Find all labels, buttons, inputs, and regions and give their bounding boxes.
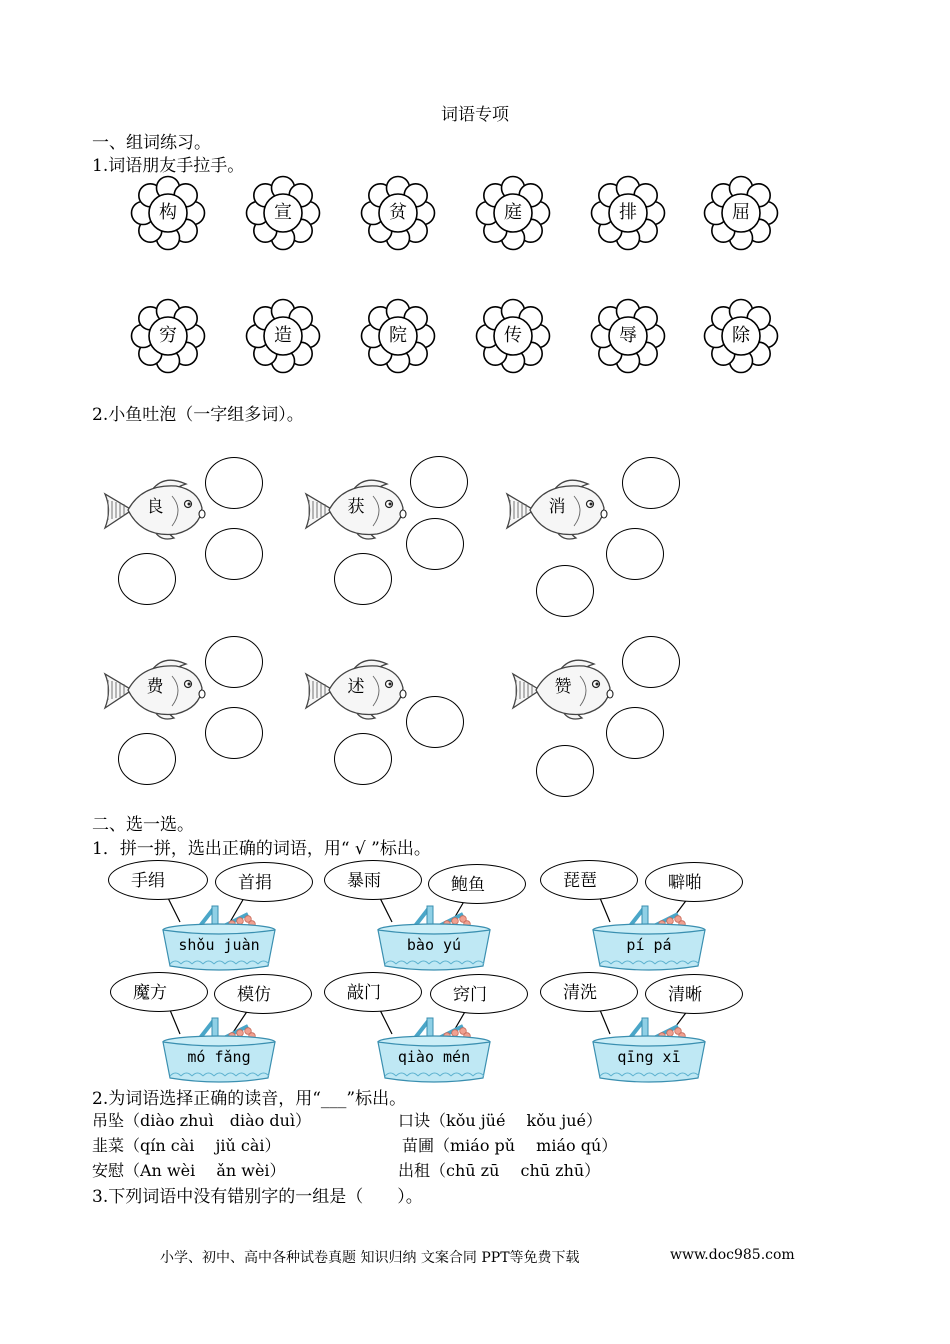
basket-4 [160, 1014, 278, 1086]
word-option[interactable]: 琵琶 [540, 860, 638, 900]
question-2-1-prompt: 1．拼一拼，选出正确的词语，用“ √ ”标出。 [92, 839, 431, 859]
basket-pinyin: shǒu juàn [178, 936, 260, 954]
word-option[interactable]: 敲门 [324, 972, 422, 1012]
word-option[interactable]: 清晰 [645, 974, 743, 1014]
basket-pinyin: pí pá [626, 936, 672, 954]
fish-char: 赞 [554, 677, 572, 697]
word-option[interactable]: 窍门 [430, 974, 528, 1014]
flower-char: 屈 [732, 202, 750, 223]
flower-char: 院 [389, 325, 407, 346]
word-option[interactable]: 噼啪 [645, 862, 743, 902]
fish-char: 述 [347, 677, 365, 697]
flower-char: 宣 [274, 202, 292, 223]
question-1-1-prompt: 1.词语朋友手拉手。 [92, 156, 245, 176]
flower-char: 排 [619, 202, 637, 223]
flower-char: 穷 [159, 325, 177, 346]
footer-url[interactable]: www.doc985.com [670, 1247, 795, 1263]
reading-item[interactable]: 口诀（kǒu jüé kǒu jué） [398, 1111, 602, 1130]
question-2-2-prompt: 2.为词语选择正确的读音，用“___”标出。 [92, 1089, 407, 1109]
section-2-heading: 二、选一选。 [92, 815, 194, 835]
word-option[interactable]: 首捐 [215, 862, 313, 902]
page-title: 词语专项 [441, 105, 509, 125]
footer-text: 小学、初中、高中各种试卷真题 知识归纳 文案合同 PPT等免费下载 [160, 1250, 580, 1266]
flower-char: 辱 [619, 325, 637, 346]
question-2-3-prompt: 3.下列词语中没有错别字的一组是（ ）。 [92, 1187, 423, 1207]
reading-item[interactable]: 吊坠（diào zhuì diào duì） [92, 1111, 312, 1130]
word-option[interactable]: 魔方 [110, 972, 208, 1012]
section-1-heading: 一、组词练习。 [92, 133, 211, 153]
flower-char: 庭 [504, 202, 522, 223]
fish-char: 费 [146, 677, 164, 697]
word-option[interactable]: 鲍鱼 [428, 864, 526, 904]
reading-item[interactable]: 安慰（An wèi ǎn wèi） [92, 1161, 286, 1180]
fish-char: 获 [347, 497, 365, 517]
basket-2 [375, 902, 493, 974]
flower-char: 造 [274, 325, 292, 346]
basket-5 [375, 1014, 493, 1086]
flower-char: 构 [159, 202, 177, 223]
flower-char: 贫 [389, 202, 407, 223]
question-1-2-prompt: 2.小鱼吐泡（一字组多词）。 [92, 405, 304, 425]
basket-1 [160, 902, 278, 974]
word-option[interactable]: 手绢 [108, 860, 208, 900]
fish-char: 良 [146, 497, 164, 517]
word-option[interactable]: 清洗 [540, 972, 638, 1012]
basket-pinyin: qīng xī [617, 1048, 681, 1066]
word-option[interactable]: 暴雨 [324, 860, 422, 900]
basket-pinyin: mó fǎng [187, 1048, 251, 1066]
word-option[interactable]: 模仿 [214, 974, 312, 1014]
reading-item[interactable]: 苗圃（miáo pǔ miáo qú） [402, 1136, 618, 1155]
reading-item[interactable]: 出租（chū zū chū zhū） [398, 1161, 601, 1180]
basket-3 [590, 902, 708, 974]
flower-char: 除 [732, 325, 750, 346]
fish-char: 消 [548, 497, 566, 517]
basket-pinyin: bào yú [406, 936, 462, 954]
basket-pinyin: qiào mén [397, 1048, 471, 1066]
basket-6 [590, 1014, 708, 1086]
flower-char: 传 [504, 325, 522, 346]
reading-item[interactable]: 韭菜（qín cài jiǔ cài） [92, 1136, 281, 1155]
